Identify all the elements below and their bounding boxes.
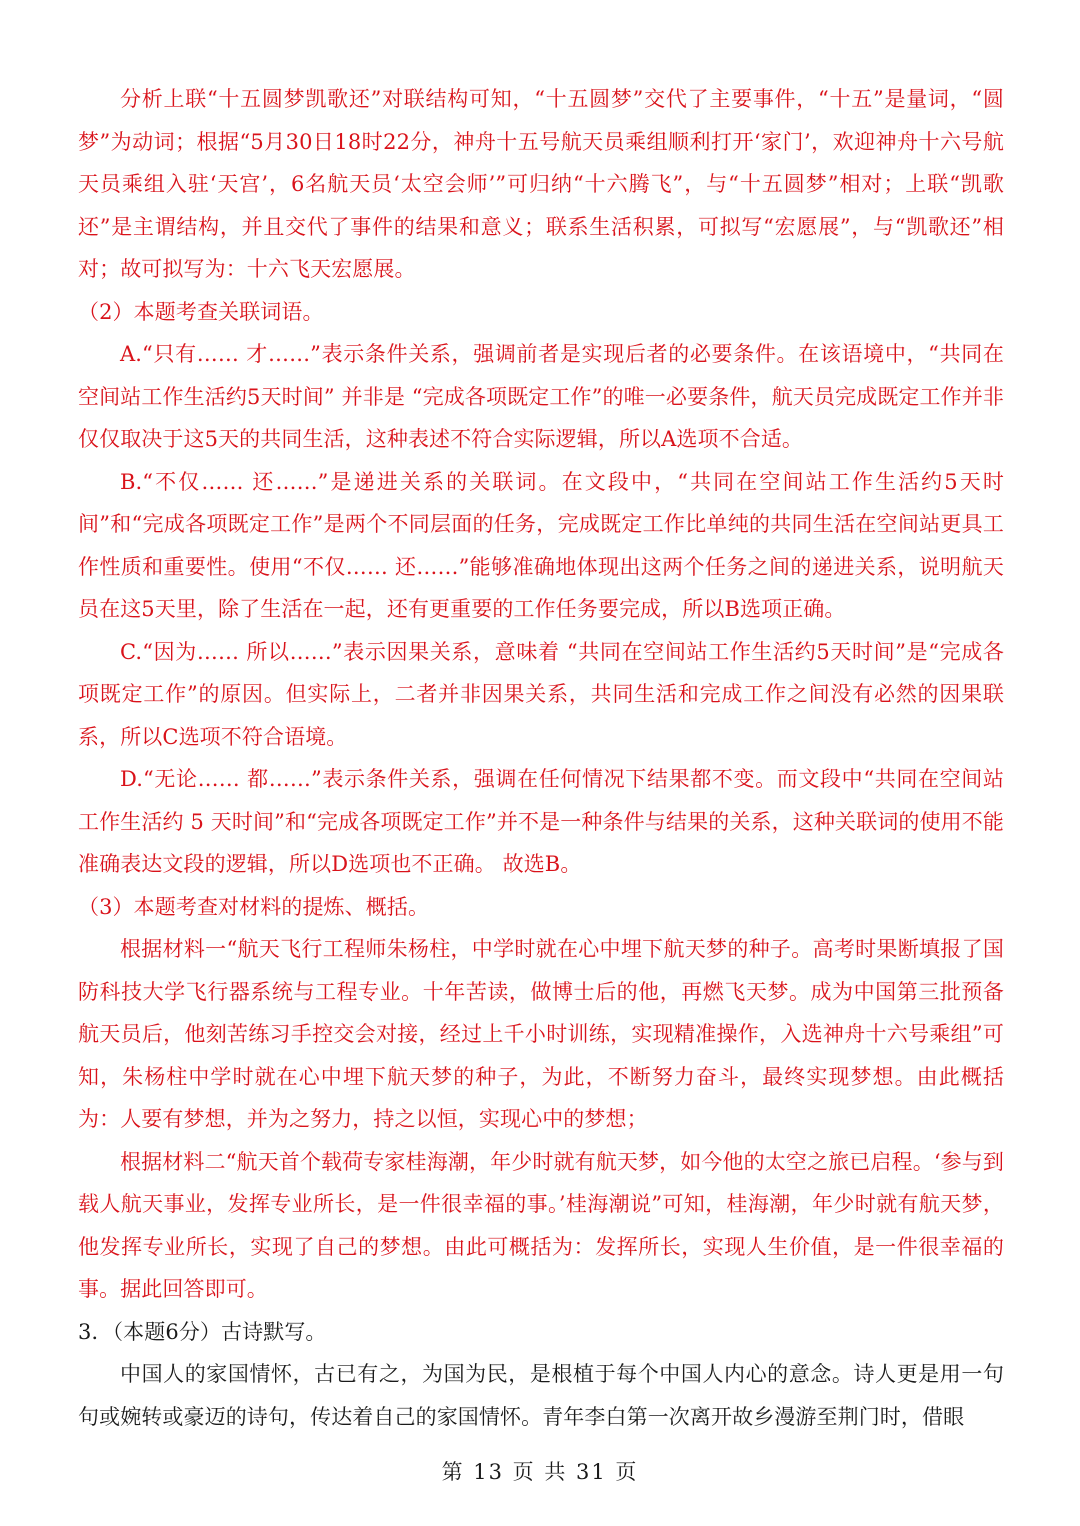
question-3-heading: （3）本题考查对材料的提炼、概括。: [78, 894, 430, 919]
material-two-paragraph: 根据材料二“航天首个载荷专家桂海潮，年少时就有航天梦，如今他的太空之旅已启程。‘参与到载人航天事业，发挥专业所长，是一件很幸福的事。’桂海潮说”可知，桂海潮，年少时就有航天梦，他发挥专业所长，实现了自己的梦想。由此可概括为：发挥所长，实现人生价值，是一件很幸福的事。据此回答即可。: [78, 1149, 1004, 1301]
option-c-paragraph: C.“因为…… 所以……”表示因果关系，意味着 “共同在空间站工作生活约5天时间”是“完成各项既定工作”的原因。但实际上，二者并非因果关系，共同生活和完成工作之间没有必然的因果联系，所以C选项不符合语境。: [78, 639, 1004, 749]
question-2-heading: （2）本题考查关联词语。: [78, 299, 324, 324]
page-footer: 第 13 页 共 31 页: [441, 1460, 639, 1484]
poetry-intro-paragraph: 中国人的家国情怀，古已有之，为国为民，是根植于每个中国人内心的意念。诗人更是用一句句或婉转或豪迈的诗句，传达着自己的家国情怀。青年李白第一次离开故乡漫游至荆门时，借眼: [78, 1362, 1004, 1429]
material-one-paragraph: 根据材料一“航天飞行工程师朱杨柱，中学时就在心中埋下航天梦的种子。高考时果断填报了国防科技大学飞行器系统与工程专业。十年苦读，做博士后的他，再燃飞天梦。成为中国第三批预备航天员后，他刻苦练习手控交会对接，经过上千小时训练，实现精准操作，入选神舟十六号乘组”可知，朱杨柱中学时就在心中埋下航天梦的种子，为此，不断努力奋斗，最终实现梦想。由此概括为：人要有梦想，并为之努力，持之以恒，实现心中的梦想；: [78, 937, 1004, 1131]
poetry-question-heading: 3．（本题6分）古诗默写。: [78, 1319, 327, 1344]
option-d-paragraph: D.“无论…… 都……”表示条件关系，强调在任何情况下结果都不变。而文段中“共同在空间站工作生活约 5 天时间”和“完成各项既定工作”并不是一种条件与结果的关系，这种关联词的使用不能准确表达文段的逻辑，所以D选项也不正确。 故选B。: [78, 767, 1004, 876]
analysis-couplet-paragraph: 分析上联“十五圆梦凯歌还”对联结构可知，“十五圆梦”交代了主要事件，“十五”是量词，“圆梦”为动词；根据“5月30日18时22分，神舟十五号航天员乘组顺利打开‘家门’，欢迎神舟十六号航天员乘组入驻‘天宫’，6名航天员‘太空会师’”可归纳“十六腾飞”，与“十五圆梦”相对；上联“凯歌还”是主谓结构，并且交代了事件的结果和意义；联系生活积累，可拟写“宏愿展”，与“凯歌还”相对；故可拟写为：十六飞天宏愿展。: [78, 87, 1004, 281]
option-a-paragraph: A.“只有…… 才……”表示条件关系，强调前者是实现后者的必要条件。在该语境中，“共同在空间站工作生活约5天时间” 并非是 “完成各项既定工作”的唯一必要条件，航天员完成既定工作并非仅仅取决于这5天的共同生活，这种表述不符合实际逻辑，所以A选项不合适。: [78, 342, 1004, 451]
document-body: [78, 78, 1004, 1438]
option-b-paragraph: B.“不仅…… 还……”是递进关系的关联词。在文段中，“共同在空间站工作生活约5天时间”和“完成各项既定工作”是两个不同层面的任务，完成既定工作比单纯的共同生活在空间站更具工作性质和重要性。使用“不仅…… 还……”能够准确地体现出这两个任务之间的递进关系，说明航天员在这5天里，除了生活在一起，还有更重要的工作任务要完成，所以B选项正确。: [78, 469, 1004, 621]
